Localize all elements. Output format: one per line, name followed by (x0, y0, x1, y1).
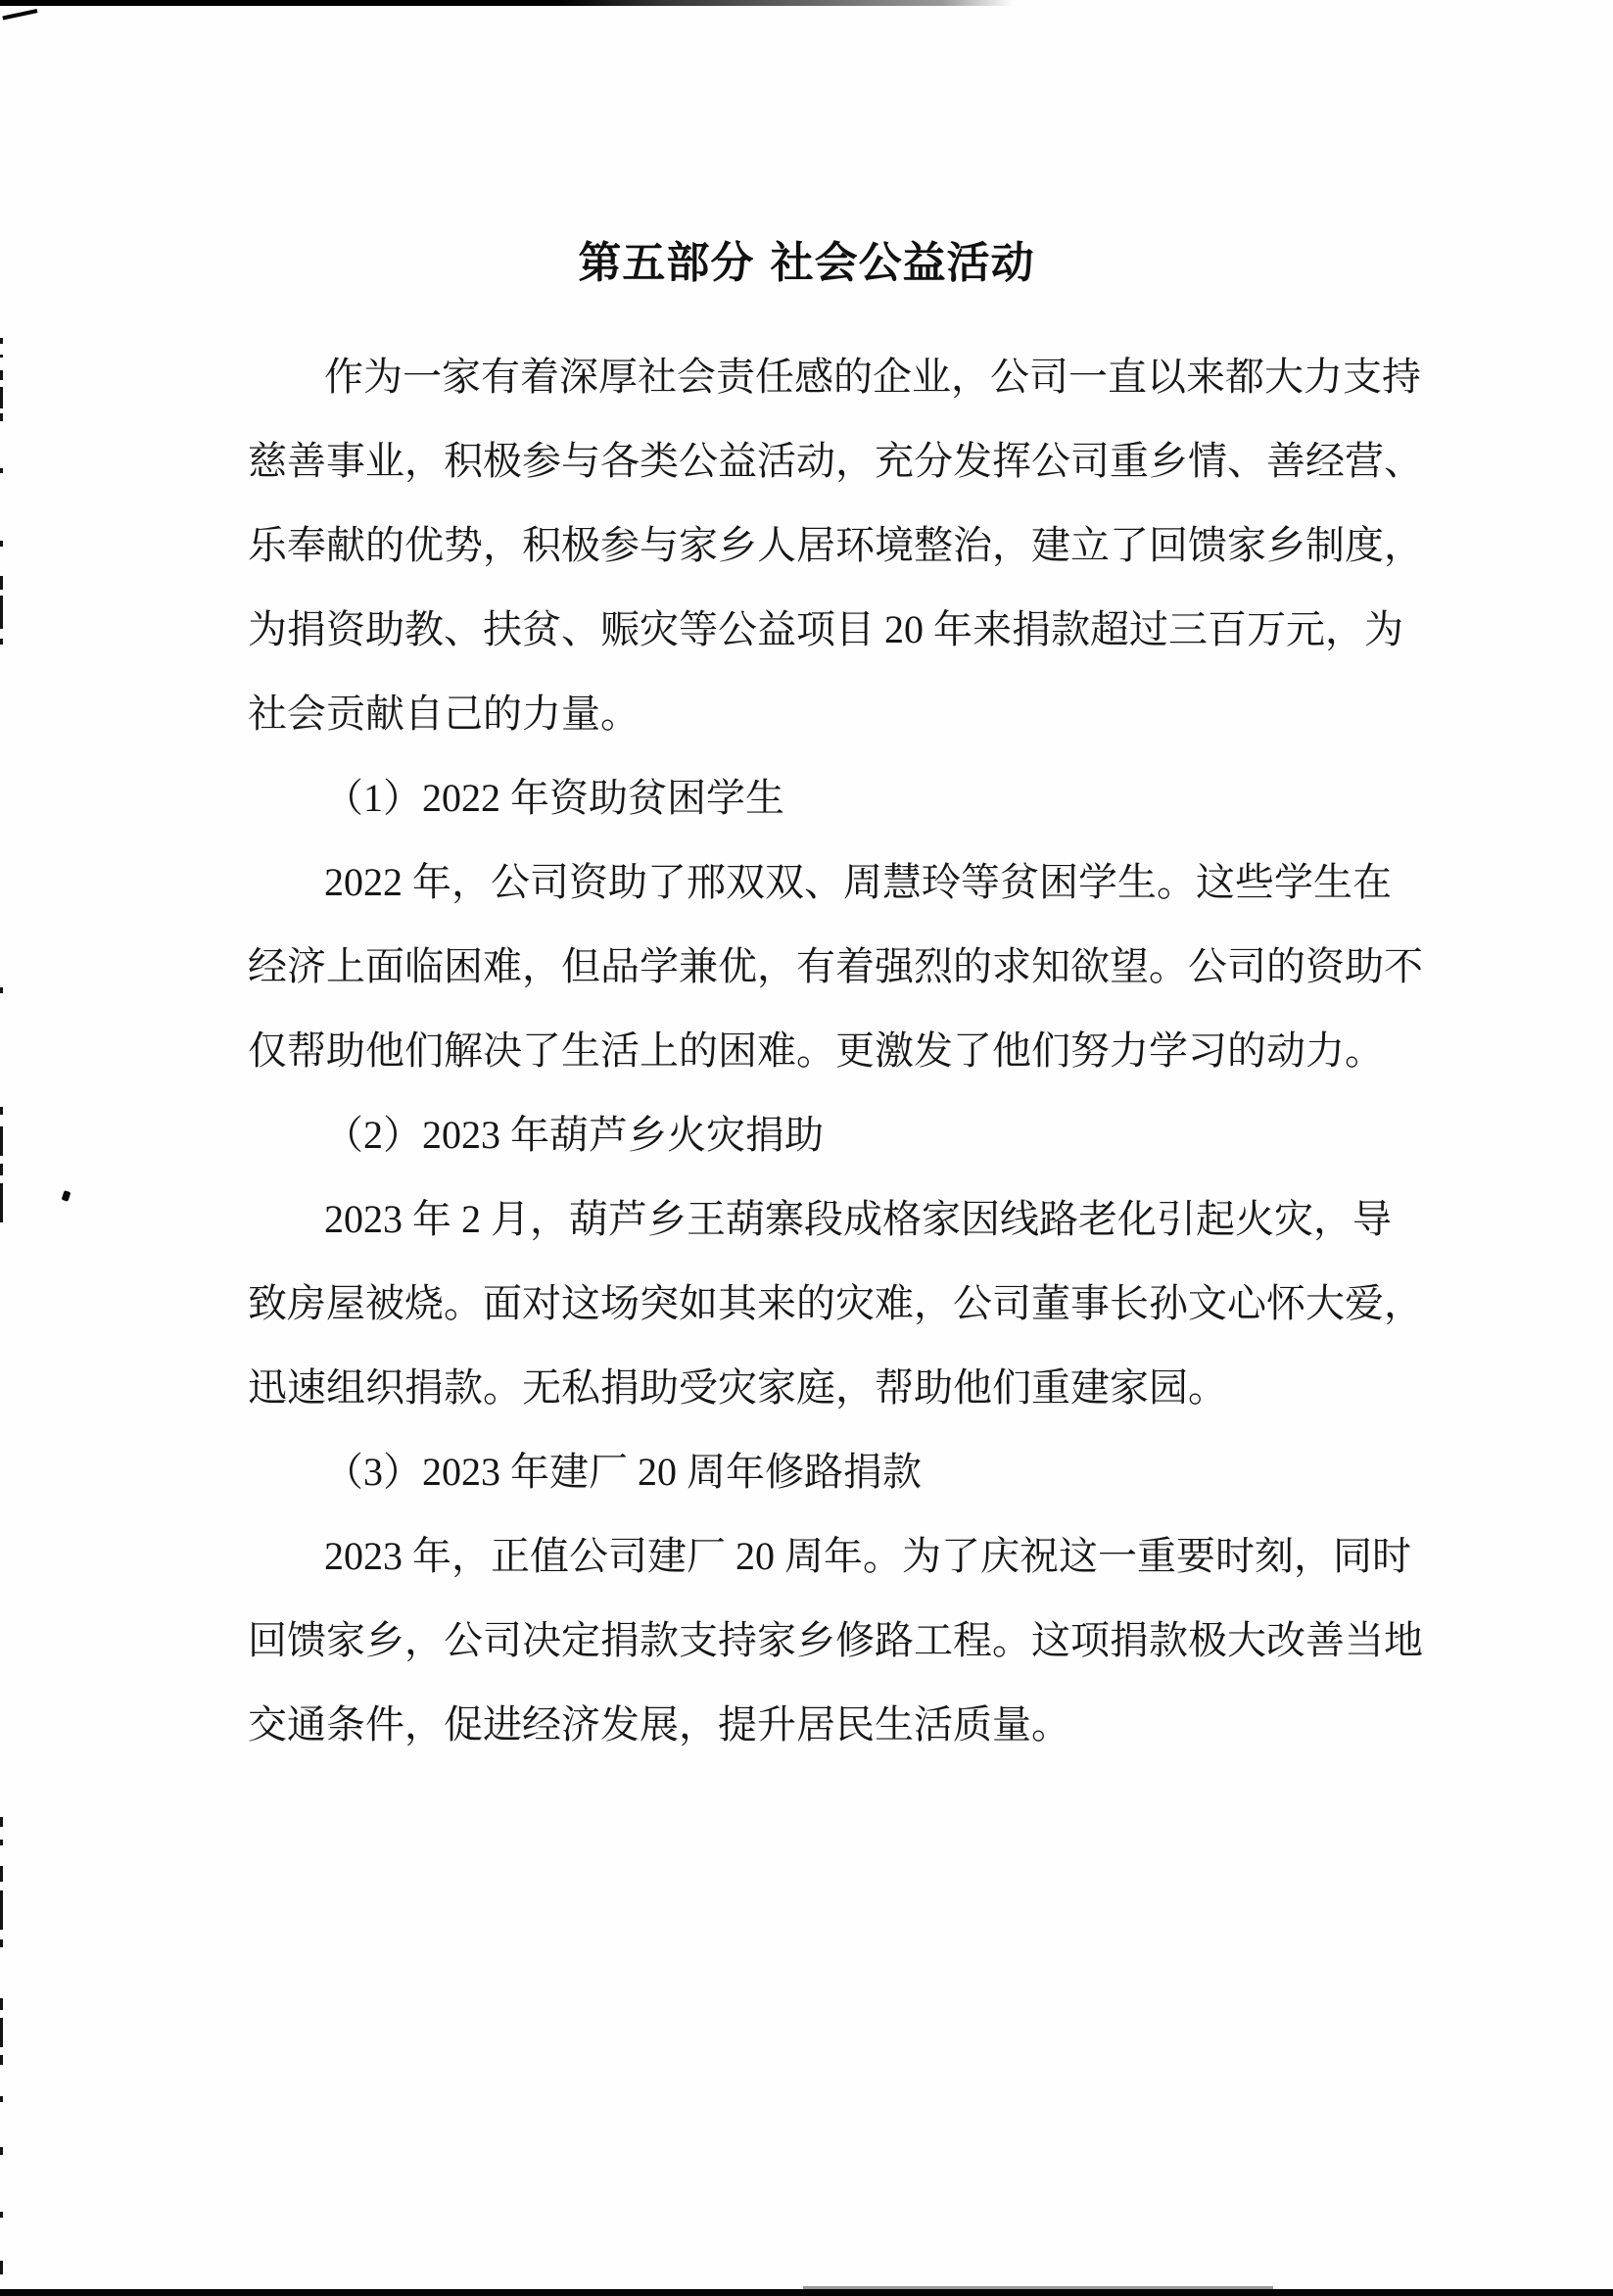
section-heading: （3）2023 年建厂 20 周年修路捐款 (324, 1450, 922, 1494)
paragraph-line: 经济上面临困难，但品学兼优，有着强烈的求知欲望。公司的资助不 (248, 944, 1423, 988)
document-body (248, 335, 1599, 1767)
paragraph-line: 交通条件，促进经济发展，提升居民生活质量。 (248, 1702, 1070, 1746)
paragraph-line: 致房屋被烧。面对这场突如其来的灾难，公司董事长孙文心怀大爱， (248, 1281, 1423, 1325)
scan-edge-mark (0, 370, 3, 380)
scan-edge-mark (0, 1107, 3, 1115)
scan-artifact-top-hook (2, 9, 37, 20)
section-heading: （2）2023 年葫芦乡火灾捐助 (324, 1113, 824, 1157)
section-heading: （1）2022 年资助贫困学生 (324, 776, 784, 820)
scan-edge-mark (0, 596, 3, 629)
paragraph-line: 仅帮助他们解决了生活上的困难。更激发了他们努力学习的动力。 (248, 1028, 1384, 1073)
paragraph-line: 2023 年，正值公司建厂 20 周年。为了庆祝这一重要时刻，同时 (324, 1534, 1411, 1578)
paragraph-line: 2022 年，公司资助了邢双双、周慧玲等贫困学生。这些学生在 (324, 860, 1392, 904)
scan-artifact-top-line (0, 0, 1014, 6)
scan-edge-mark (0, 1890, 3, 1930)
page-title: 第五部分 社会公益活动 (578, 238, 1035, 289)
paragraph-line: 2023 年 2 月，葫芦乡王葫寨段成格家因线路老化引起火灾，导 (324, 1197, 1392, 1241)
scan-edge-mark (0, 2096, 3, 2102)
paragraph-line: 为捐资助教、扶贫、赈灾等公益项目 20 年来捐款超过三百万元，为 (248, 607, 1403, 651)
scan-artifact-bottom-line (0, 2289, 1613, 2296)
scan-edge-mark (0, 2018, 3, 2047)
scan-edge-mark (0, 1998, 3, 2010)
scan-edge-mark (0, 1840, 3, 1845)
scan-edge-mark (0, 1164, 3, 1175)
scan-edge-mark (0, 1939, 3, 1947)
paragraph-line: 慈善事业，积极参与各类公益活动，充分发挥公司重乡情、善经营、 (248, 439, 1423, 483)
scan-edge-mark (0, 2147, 3, 2155)
scan-edge-mark (0, 338, 3, 344)
paragraph-line: 社会贡献自己的力量。 (248, 692, 640, 736)
scan-artifact-bottom-gray-line (803, 2286, 1273, 2289)
scan-edge-mark (0, 576, 3, 590)
paragraph-line: 作为一家有着深厚社会责任感的企业，公司一直以来都大力支持 (324, 355, 1421, 399)
paragraph-line: 迅速组织捐款。无私捐助受灾家庭，帮助他们重建家园。 (248, 1365, 1227, 1410)
scan-edge-mark (0, 468, 3, 473)
paragraph-line: 乐奉献的优势，积极参与家乡人居环境整治，建立了回馈家乡制度， (248, 523, 1423, 567)
scan-edge-mark (0, 2055, 3, 2065)
paragraph-line: 回馈家乡，公司决定捐款支持家乡修路工程。这项捐款极大改善当地 (248, 1618, 1423, 1662)
scan-edge-mark (0, 2261, 3, 2274)
scan-edge-mark (0, 639, 3, 645)
scan-edge-mark (0, 1817, 3, 1827)
scan-edge-mark (0, 1866, 3, 1882)
scan-edge-mark (0, 355, 3, 358)
scan-edge-mark (0, 1126, 3, 1156)
scan-edge-mark (0, 387, 3, 408)
scan-edge-mark (0, 2212, 3, 2218)
scan-edge-mark (0, 541, 3, 547)
scan-edge-mark (0, 1183, 3, 1222)
scan-edge-mark (0, 987, 3, 993)
scan-ink-dot (62, 1190, 71, 1202)
scan-edge-mark (0, 413, 3, 421)
